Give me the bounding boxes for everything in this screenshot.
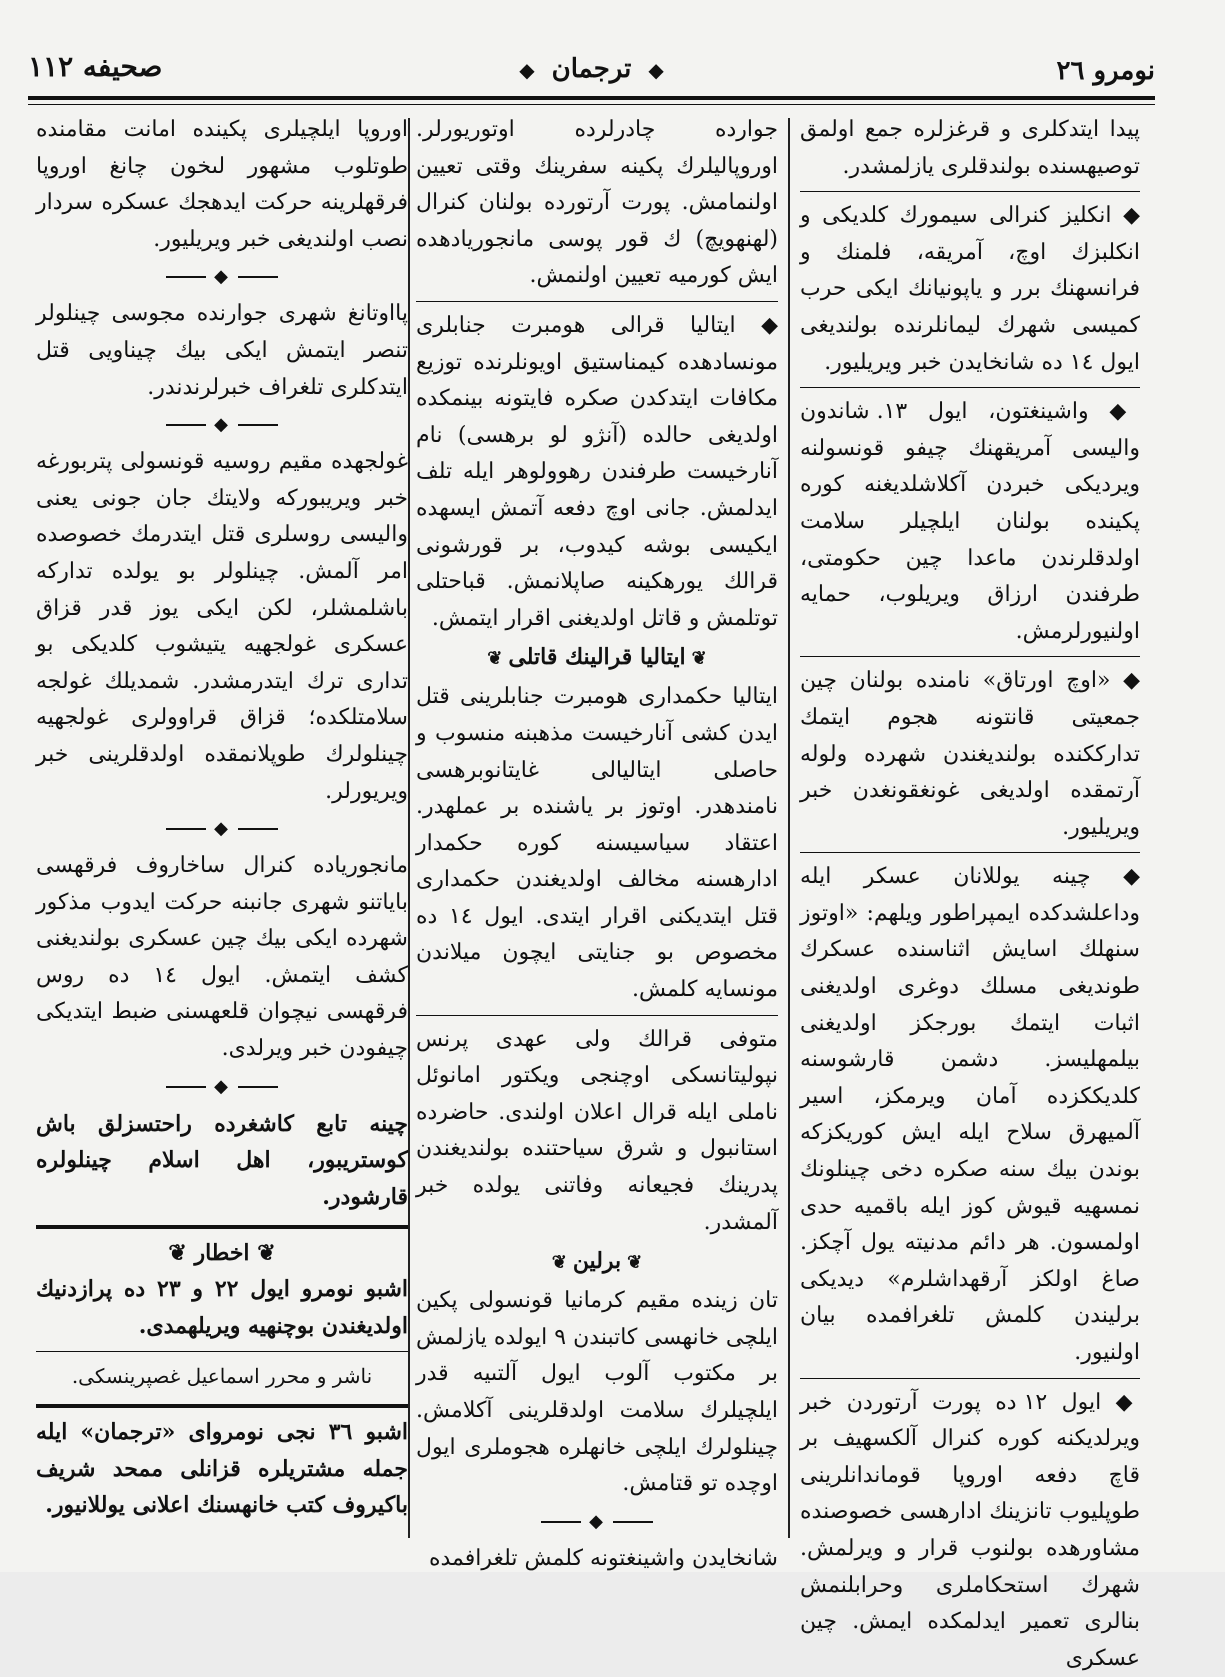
column-divider [788, 118, 790, 1538]
separator-ornament: ◆ [36, 814, 408, 844]
separator-ornament: ◆ [36, 410, 408, 440]
article-paragraph: ◆ واشينغتون، ايول ١٣. شاندون واليسى آمريقهنك چيفو قونسولنه ويرديكى خبردن آكلاشلديغنه كوره پكينده بولنان ايلچيلر سلامت اولدقلرندن ماعدا چين حكومتى، طرفندن ارزاق ويريلوب، حمايه اولنيورلرمش. [800, 399, 1140, 644]
divider [416, 1015, 778, 1016]
header-rule-thick [28, 96, 1155, 100]
divider [800, 191, 1140, 192]
ornament-icon: ❦ [691, 648, 707, 670]
article-paragraph: چينه تابع كاشغرده راحتسزلق باش كوستريبور، اهل اسلام چينلولره قارشودر. [36, 1110, 408, 1210]
middle-column [416, 112, 778, 1577]
ornament-icon: ❦ [257, 1240, 276, 1267]
divider [800, 1378, 1140, 1379]
divider [416, 301, 778, 302]
article-paragraph: ◆ انكليز كنرالى سيمورك كلديكى و انكلبزك اوچ، آمريقه، فلمنك و فرانسهنك برر و ياپونيانك ايكى حرب كميسى شهرك ليمانلرنده بولنديغى ايول ١٤ ده شانخايدن خبر ويريليور. [800, 203, 1140, 375]
ornament-icon: ❦ [168, 1240, 187, 1267]
ornament-icon: ❦ [627, 1252, 643, 1274]
divider [36, 1351, 408, 1352]
article-paragraph: شانخايدن واشينغتونه كلمش تلغرافمده [428, 1545, 778, 1571]
article-paragraph: جوارده چادرلرده اوتوريورلر. اوروپاليلرك پكينه سفرينك وقتى تعيين اولنمامش. پورت آرتورده بولنان كنرال (لهنهويچ) ك قور پوسى مانجوريادهده ايش كورميه تعيين اولنمش. [416, 117, 778, 289]
article-paragraph: مانجورياده كنرال ساخاروف فرقهسى باياتنو شهرى جانبنه حركت ايدوب مذكور شهرده ايكى بيك چين عسكرى بولنديغنى كشف ايتمش. ايول ١٤ ده روس فرقهسى نيچوان قلعهسنى ضبط ايتديكى چيفودن خبر ويرلدى. [36, 853, 408, 1062]
divider-thick [36, 1225, 408, 1229]
divider-thick [36, 1404, 408, 1408]
article-paragraph: غولجهده مقيم روسيه قونسولى پتربورغه خبر ويريبوركه ولايتك جان جونى يعنى واليسى روسلرى قتل ايتدرمك خصوصده امر آلمش. چينلولر بو يولده تداركه باشلمشلر، لكن ايكى يوز قدر قزاق عسكرى غولجهيه يتيشوب كلديكى بو تدارى ترك ايتدرمشدر. شمديلك غولجه سلامتلكده؛ قزاق قراوولرى غولجهيه چينلولرك طوپلانمقده اولدقلرينى خبر ويريورلر. [36, 449, 408, 804]
article-paragraph: ◆ ايتاليا قرالى هومبرت جنابلرى مونسادهده كيمناستيق اويونلرنده توزيع مكافات ايتدكدن صكره فايتونه بينمكده اولديغى حالده (آنژو لو برهسى) نام آنارخيست طرفندن رهوولوهر ايله تلف ايدلمش. جانى اوچ دفعه آتمش ايسهده ايكيسى بوشه كيدوب، بر قورشونى قرالك يورهكينه صاپلانمش. قباحتلى توتلمش و قاتل اولديغنى اقرار ايتمش. [416, 312, 778, 631]
article-paragraph: ايتاليا حكمدارى هومبرت جنابلرينى قتل ايدن كشى آنارخيست مذهبنه منسوب و حاصلى ايتاليالى غايتانوبرهسى نامندهدر. اوتوز بر ياشنده بر عملهدر. اعتقاد سياسيسنه كوره حكمدار ادارهسنه مخالف اولديغندن حكمدارى قتل ايتديكنى اقرار ايتدى. ايول ١٤ ده مخصوص بو جنايتى ايچون ميلاندن مونسايه كلمش. [416, 684, 778, 1003]
masthead-title [511, 54, 672, 84]
section-heading: ❦ايتاليا قرالينك قاتلى❦ [487, 644, 707, 671]
divider [800, 656, 1140, 657]
header-rule-thin [28, 104, 1155, 105]
ornament-icon: ◆ [648, 58, 664, 82]
article-paragraph: پيدا ايتدكلرى و قرغزلره جمع اولمق توصيهسنده بولندقلرى يازلمشدر. [800, 117, 1140, 179]
separator-ornament: ◆ [36, 1072, 408, 1102]
left-column [36, 112, 408, 1524]
notice-heading: ❦ اخطار ❦ [168, 1240, 276, 1267]
page-number: صحيفه ١١٢ [28, 50, 163, 83]
announcement: اشبو ٣٦ نجى نومرواى «ترجمان» ايله جمله مشتريلره قزانلى ممحد شريف باكيروف كتب خانهسنك اعلانى يوللانيور. [36, 1419, 408, 1519]
article-paragraph: ◆ «اوچ اورتاق» نامنده بولنان چين جمعيتى قانتونه هجوم ايتمك تدارككنده بولنديغندن شهرده ولوله آرتمقده اولديغى غونغقونغدن خبر ويريليور. [800, 668, 1140, 840]
divider [800, 852, 1140, 853]
article-paragraph: متوفى قرالك ولى عهدى پرنس نپوليتانسكى اوچنجى ويكتور امانوئل ناملى ايله قرال اعلان اولندى. حاضرده استانبول و شرق سياحتنده بولنديغندن پدرينك فجيعانه وفاتنى يولده خبر آلمشدر. [416, 1026, 778, 1235]
issue-number: نومرو ٢٦ [1056, 56, 1155, 86]
article-paragraph: پااوتانغ شهرى جوارنده مجوسى چينلولر تنصر ايتمش ايكى بيك چيناويى قتل ايتدكلرى تلغراف خبرلرندندر. [36, 301, 408, 400]
notice-body: اشبو نومرو ايول ٢٢ و ٢٣ ده پرازدنيك اولديغندن بوچنهيه ويريلهمدى. [36, 1276, 409, 1340]
ornament-icon: ❦ [487, 648, 503, 670]
article-paragraph: ◆ چينه يوللانان عسكر ايله وداعلشدكده ايمپراطور ويلهم: «اوتوز سنهلك اسايش اثناسنده عسكرك طونديغى مسلك دوغرى اولديغنى اثبات ايتمك بورجكز اولديغنى بيلمهليسز. دشمن قارشوسنه كلديككزده آمان ويرمكز، اسير آلميهرق سلاح ايله ايش كوريكزكه بوندن بيك سنه صكره دخى چينلونك نمسهيه قيوش كوز ايله باقميه حدى اولمسون. هر دائم مدنيته يول آچكز. صاغ اولكز آرقهداشلرم» ديديكى برليندن كلمش تلغرافمده بيان اولنيور. [800, 864, 1140, 1365]
divider [800, 387, 1140, 388]
page-header [28, 40, 1155, 100]
article-paragraph: ◆ ايول ١٢ ده پورت آرتوردن خبر ويرلديكنه كوره كنرال آلكسهيف بر قاچ دفعه اوروپا قوماندانلرينى طوپليوب تانزينك ادارهسى خصوصنده مشاورهده بولنوب قرار و ويرلمش. شهرك استحكاملرى وحرابلنمش بنالرى تعمير ايدلمكده ايمش. چين عسكرى [800, 1389, 1140, 1671]
separator-ornament: ◆ [36, 262, 408, 292]
article-paragraph: تان زينده مقيم كرمانيا قونسولى پكين ايلچى خانهسى كاتبندن ٩ ايولده يازلمش بر مكتوب آلوب ايول آلتىيه قدر ايلچيلرك سلامت اولدقلرينى آكلامش. چينلولرك ايلچى خانهلره هجوملرى ايول اوچده تو قتامش. [416, 1288, 778, 1497]
article-paragraph: اوروپا ايلچيلرى پكينده امانت مقامنده طوتلوب مشهور لىخون چانغ اوروپا فرقهلرينه حركت ايدهجك عسكره سردار نصب اولنديغى خبر ويريليور. [36, 117, 408, 252]
column-divider [408, 118, 410, 1538]
right-column [800, 112, 1140, 1677]
separator-ornament: ◆ [416, 1507, 778, 1537]
section-heading: ❦برلين❦ [551, 1248, 643, 1275]
ornament-icon: ◆ [519, 58, 535, 82]
ornament-icon: ❦ [551, 1252, 567, 1274]
publisher-line: ناشر و محرر اسماعيل غصپرينسكى. [71, 1363, 373, 1388]
newspaper-name: ترجمان [551, 54, 632, 84]
